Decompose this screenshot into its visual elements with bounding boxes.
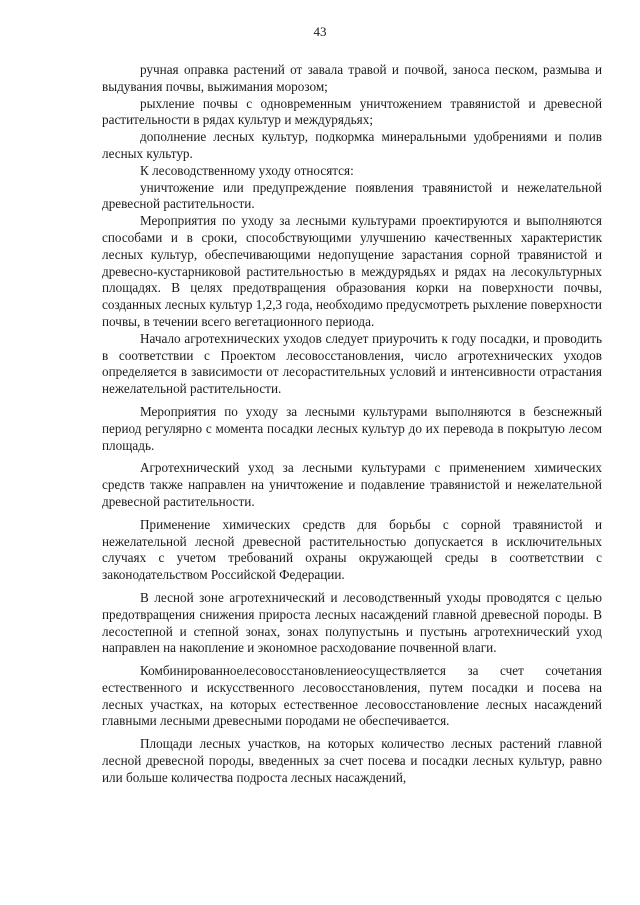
paragraph: ручная оправка растений от завала травой и почвой, заноса песком, размыва и выдувания почвы, выжимания морозом;	[102, 62, 602, 94]
paragraph: дополнение лесных культур, подкормка минеральными удобрениями и полив лесных культур.	[102, 129, 602, 161]
paragraph: Мероприятия по уходу за лесными культурами проектируются и выполняются способами и в сроки, способствующими улучшению качественных характеристик лесных культур, обеспечивающими недопущение зарастания сорной травянистой и древесно-кустарниковой растительностью в междурядьях и рядах на лесокультурных площадях. В целях предотвращения образования корки на поверхности почвы, созданных лесных культур 1,2,3 года, необходимо предусмотреть рыхление поверхности почвы, в течении всего вегетационного периода.	[102, 213, 602, 329]
paragraph: Площади лесных участков, на которых количество лесных растений главной лесной древесной породы, введенных за счет посева и посадки лесных культур, равно или больше количества подроста лесных насаждений,	[102, 736, 602, 785]
paragraph: К лесоводственному уходу относятся:	[140, 162, 354, 178]
paragraph: Комбинированноелесовосстановлениеосуществляется за счет сочетания естественного и искусственного лесовосстановления, путем посадки и посева на лесных участках, на которых естественное лесовосстановление лесных насаждений главными лесными древесными породами не обеспечивается.	[102, 663, 602, 729]
paragraph: уничтожение или предупреждение появления травянистой и нежелательной древесной растительности.	[102, 179, 602, 212]
paragraph: Начало агротехнических уходов следует приурочить к году посадки, и проводить в соответствии с Проектом лесовосстановления, число агротехнических уходов определяется в зависимости от лесорастительных условий и интенсивности отрастания нежелательной растительности.	[102, 330, 602, 397]
paragraph: В лесной зоне агротехнический и лесоводственный уходы проводятся с целью предотвращения снижения прироста лесных насаждений главной древесной породы. В лесостепной и степной зонах, зонах полупустынь и пустынь агротехнический уход направлен на накопление и экономное расходование почвенной влаги.	[102, 589, 602, 656]
paragraph: Агротехнический уход за лесными культурами с применением химических средств также направлен на уничтожение и подавление травянистой и нежелательной древесной растительности.	[102, 460, 602, 509]
paragraph: Мероприятия по уходу за лесными культурами выполняются в безснежный период регулярно с момента посадки лесных культур до их перевода в покрытую лесом площадь.	[102, 403, 602, 453]
paragraph: рыхление почвы с одновременным уничтожением травянистой и древесной растительности в рядах культур и междурядьях;	[102, 95, 602, 128]
page-number: 43	[313, 24, 327, 39]
paragraph: Применение химических средств для борьбы с сорной травянистой и нежелательной лесной древесной растительностью допускается в исключительных случаях с учетом требований охраны окружающей среды в соответствии с законодательством Российской Федерации.	[102, 516, 602, 583]
body-text	[102, 62, 602, 787]
